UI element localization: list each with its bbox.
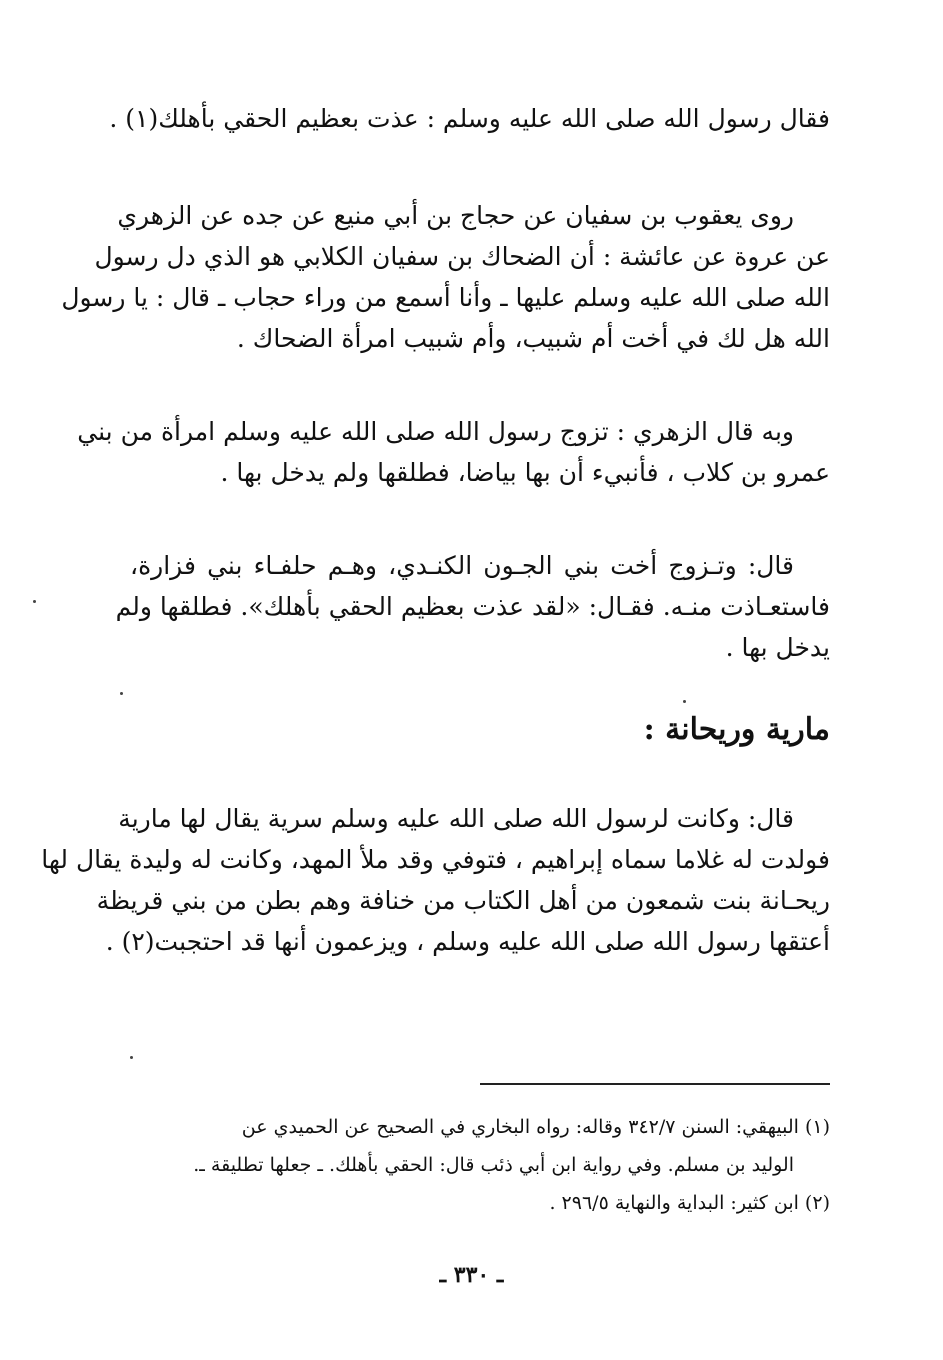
paragraph-line: قال: وكانت لرسول الله صلى الله عليه وسلم سرية يقال لها مارية <box>118 804 794 833</box>
page-number: ـ ٣٣٠ ـ <box>439 1262 504 1288</box>
paragraph-line: فولدت له غلاما سماه إبراهيم ، فتوفي وقد ملأ المهد، وكانت له وليدة يقال لها <box>41 845 830 874</box>
speck-mark <box>33 600 36 603</box>
footnotes <box>130 1108 830 1222</box>
paragraph-1 <box>109 98 830 139</box>
paragraph-line: فقال رسول الله صلى الله عليه وسلم : عذت بعظيم الحقي بأهلك(١) . <box>109 104 830 133</box>
speck-mark <box>120 692 123 695</box>
paragraph-line: قال: وتـزوج أخت بني الجـون الكنـدي، وهـم حلفـاء بني فزارة، <box>130 551 794 580</box>
section-heading: مارية وريحانة : <box>643 712 830 747</box>
paragraph-line: الله هل لك في أخت أم شبيب، وأم شبيب امرأة الضحاك . <box>236 324 830 353</box>
paragraph-3 <box>77 411 830 493</box>
paragraph-4 <box>115 545 830 668</box>
paragraph-line: ريحـانة بنت شمعون من أهل الكتاب من خنافة وهم بطن من بني قريظة <box>96 886 830 915</box>
paragraph-line: روى يعقوب بن سفيان عن حجاج بن أبي منيع عن جده عن الزهري <box>117 201 794 230</box>
paragraph-line: أعتقها رسول الله صلى الله عليه وسلم ، ويزعمون أنها قد احتجبت(٢) . <box>105 927 830 956</box>
footnote-divider <box>480 1083 830 1085</box>
paragraph-line: الله صلى الله عليه وسلم عليها ـ وأنا أسمع من وراء حجاب ـ قال : يا رسول <box>61 283 830 312</box>
paragraph-line: عن عروة عن عائشة : أن الضحاك بن سفيان الكلابي هو الذي دل رسول <box>94 242 830 271</box>
speck-mark <box>683 700 686 703</box>
paragraph-line: يدخل بها . <box>725 633 830 662</box>
paragraph-5 <box>41 798 830 962</box>
paragraph-line: فاستعـاذت منـه. فقـال: «لقد عذت بعظيم الحقي بأهلك». فطلقها ولم <box>115 592 830 621</box>
footnote-line: (٢) ابن كثير: البداية والنهاية ٢٩٦/٥ . <box>549 1192 830 1214</box>
footnote-line: (١) البيهقي: السنن ٣٤٢/٧ وقاله: رواه البخاري في الصحيح عن الحميدي عن <box>241 1116 830 1138</box>
paragraph-line: عمرو بن كلاب ، فأنبيء أن بها بياضا، فطلقها ولم يدخل بها . <box>220 458 830 487</box>
paragraph-2 <box>61 195 830 359</box>
paragraph-line: وبه قال الزهري : تزوج رسول الله صلى الله عليه وسلم امرأة من بني <box>77 417 794 446</box>
speck-mark <box>130 1056 133 1059</box>
footnote-line: الوليد بن مسلم. وفي رواية ابن أبي ذئب قال: الحقي بأهلك. ـ جعلها تطليقة ـ. <box>193 1154 794 1176</box>
